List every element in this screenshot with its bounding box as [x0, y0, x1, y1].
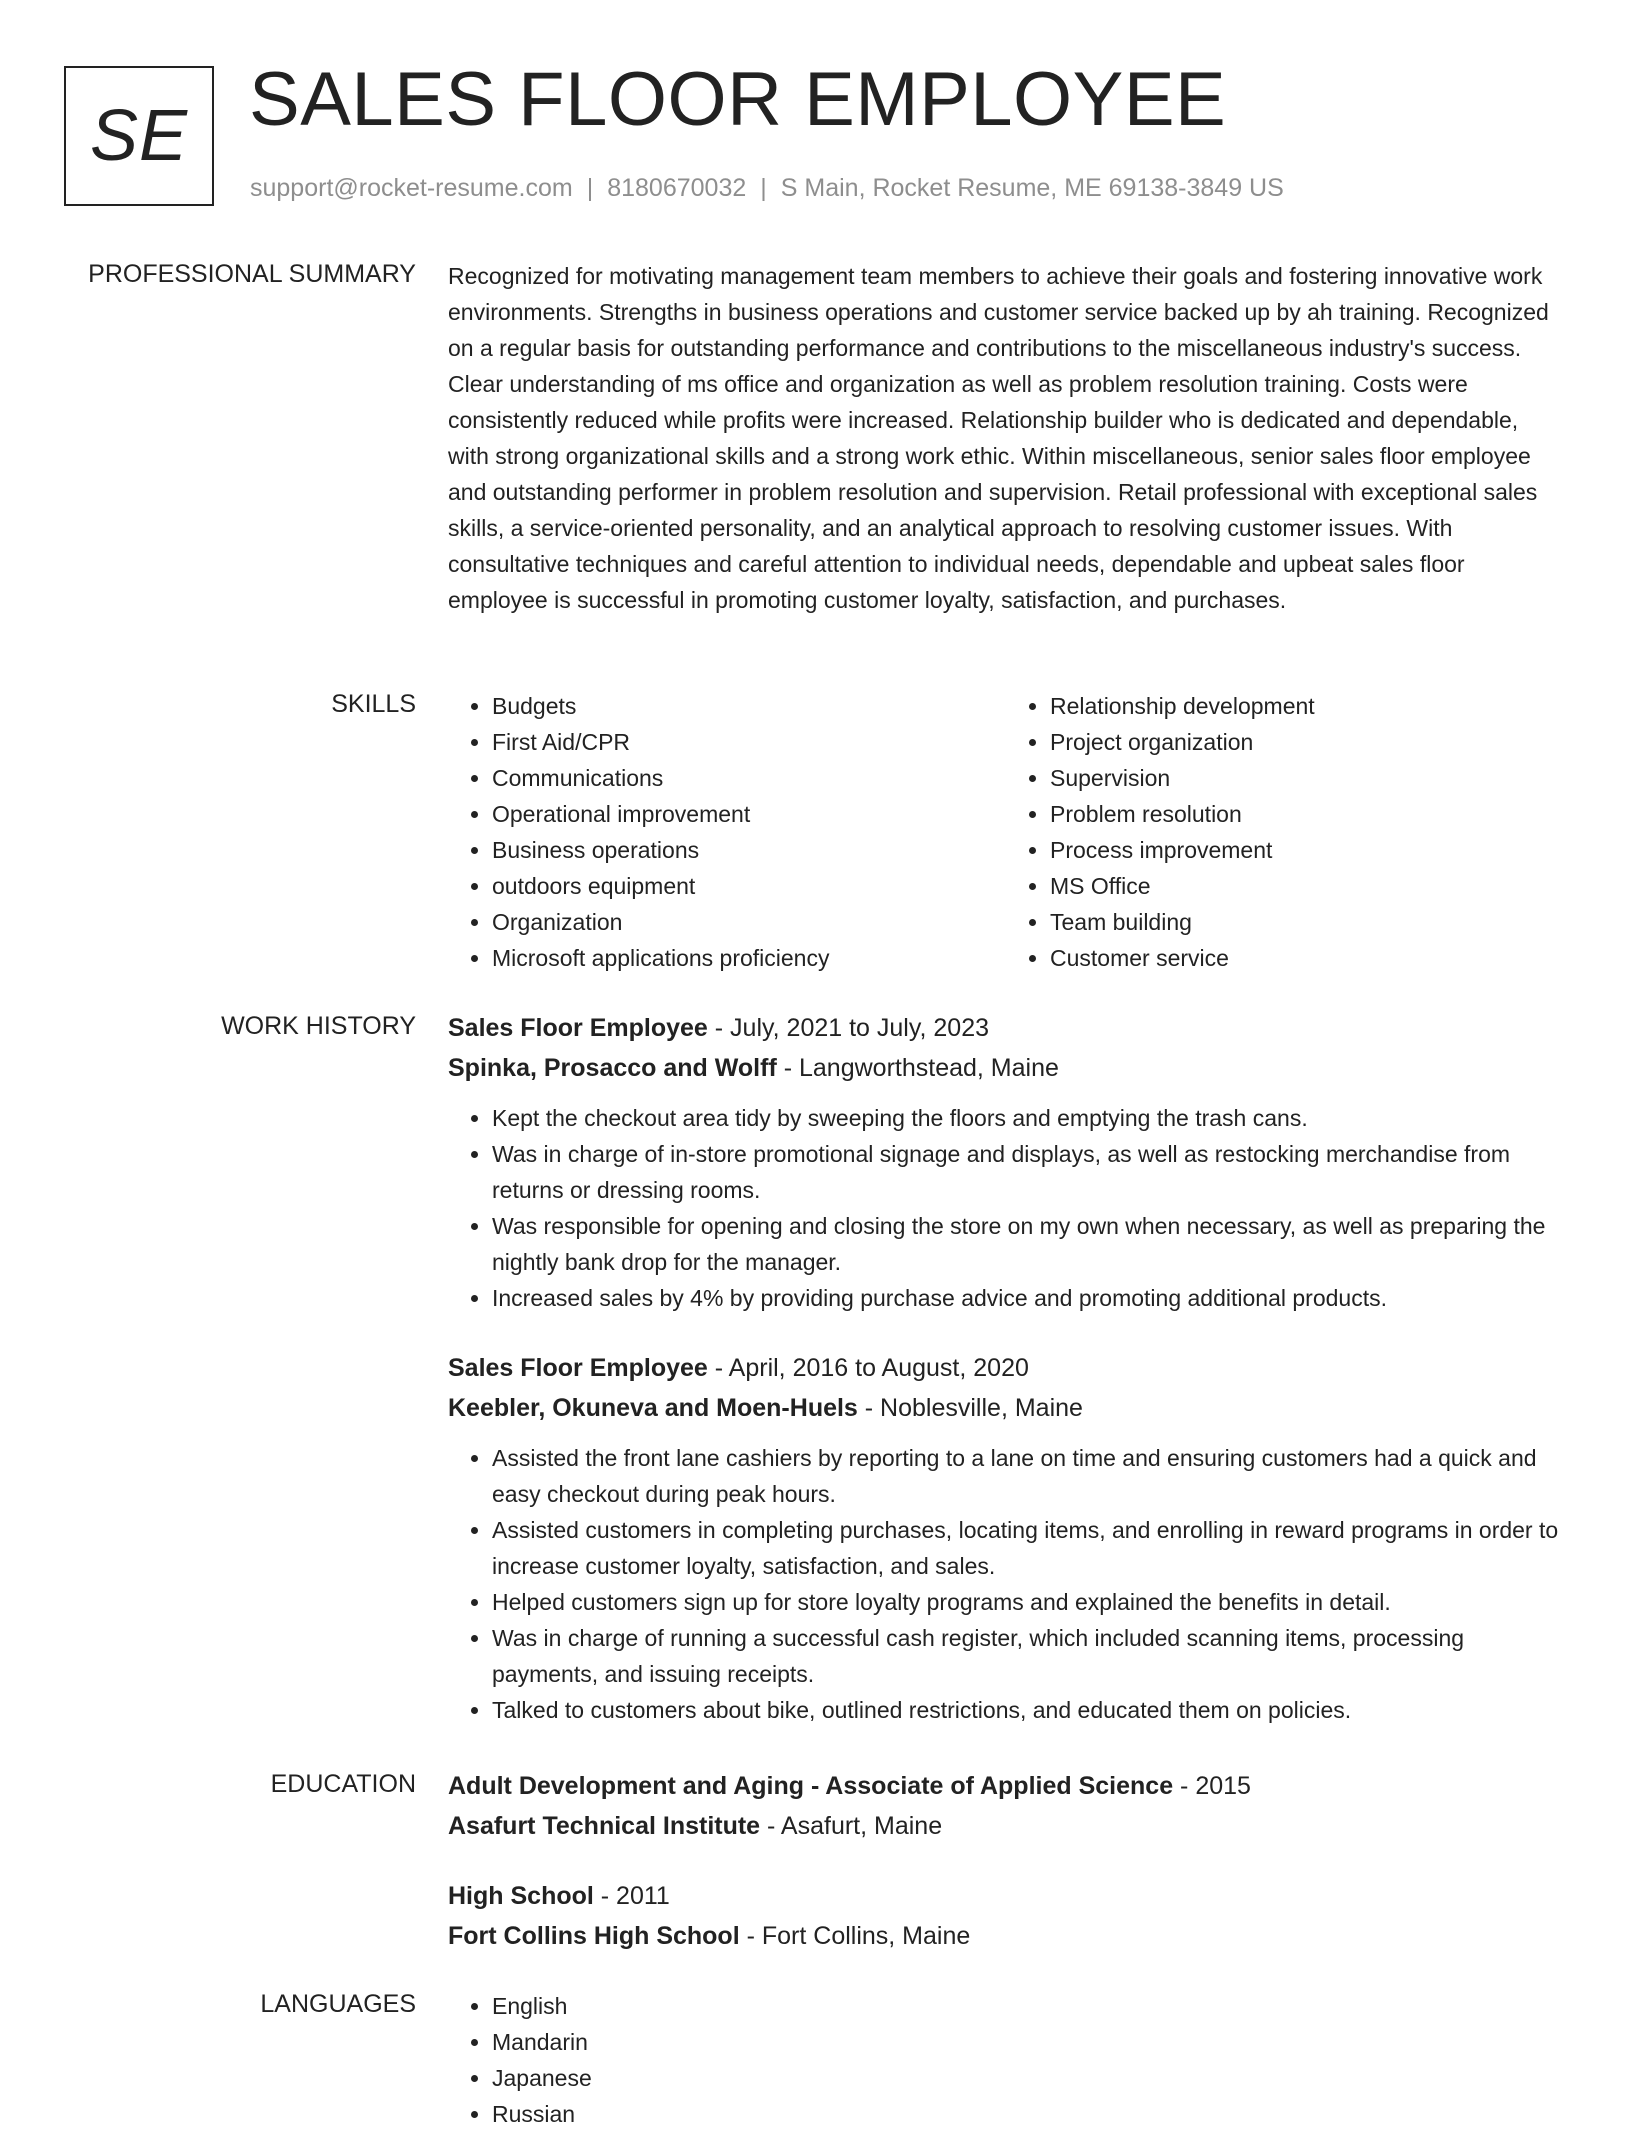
education-entry — [448, 1766, 1564, 1846]
skills-list-right — [1006, 688, 1564, 976]
job-location: - Langworthstead, Maine — [776, 1054, 1059, 1082]
skill-item: • Team building — [1050, 904, 1564, 940]
job-bullet: • Was in charge of in-store promotional signage and displays, as well as restocking merchandise from returns or dressing rooms. — [492, 1136, 1564, 1208]
job-bullet: • Was responsible for opening and closing the store on my own when necessary, as well as preparing the nightly bank drop for the manager. — [492, 1208, 1564, 1280]
education-location: - Fort Collins, Maine — [739, 1922, 971, 1950]
skill-item: • Communications — [492, 760, 1006, 796]
job-company: Keebler, Okuneva and Moen-Huels — [448, 1394, 858, 1422]
education-school: Asafurt Technical Institute — [448, 1812, 761, 1840]
job-bullets — [448, 1440, 1564, 1728]
job-entry — [448, 1008, 1564, 1316]
languages-list — [448, 1988, 1564, 2132]
education-year: - 2015 — [1173, 1772, 1251, 1800]
skill-item: • Business operations — [492, 832, 1006, 868]
job-bullet: • Was in charge of running a successful cash register, which included scanning items, processing payments, and issuing receipts. — [492, 1620, 1564, 1692]
job-entry — [448, 1348, 1564, 1728]
job-company-line — [448, 1388, 1564, 1428]
skill-item: • Relationship development — [1050, 688, 1564, 724]
education-school-line — [448, 1916, 1564, 1956]
skills-list-left — [448, 688, 1006, 976]
education-entry — [448, 1876, 1564, 1956]
summary-text: Recognized for motivating management team members to achieve their goals and fostering innovative work environments. Strengths in business operations and customer service backed up by ah training. Recognized on a regular basis for outstanding performance and contributions to the miscellaneous industry's success. Clear understanding of ms office and organization as well as problem resolution training. Costs were consistently reduced while profits were increased. Relationship builder who is dedicated and dependable, with strong organizational skills and a strong work ethic. Within miscellaneous, senior sales floor employee and outstanding performer in problem resolution and supervision. Retail professional with exceptional sales skills, a service-oriented personality, and an analytical approach to resolving customer issues. With consultative techniques and careful attention to individual needs, dependable and upbeat sales floor employee is successful in promoting customer loyalty, satisfaction, and purchases. — [448, 263, 1549, 613]
work-history-label: WORK HISTORY — [221, 1012, 416, 1040]
contact-separator: | — [760, 174, 767, 202]
skills-body — [448, 688, 1564, 976]
skill-item: • MS Office — [1050, 868, 1564, 904]
contact-email[interactable]: support@rocket-resume.com — [250, 174, 573, 202]
summary-label: PROFESSIONAL SUMMARY — [88, 260, 416, 288]
job-title: Sales Floor Employee — [448, 1014, 708, 1042]
education-degree-line — [448, 1876, 1564, 1916]
education-label: EDUCATION — [270, 1770, 416, 1798]
skill-item: • Project organization — [1050, 724, 1564, 760]
job-company-line — [448, 1048, 1564, 1088]
job-bullet: • Helped customers sign up for store loyalty programs and explained the benefits in detail. — [492, 1584, 1564, 1620]
education-degree: Adult Development and Aging - Associate of Applied Science — [448, 1772, 1174, 1800]
job-bullet: • Assisted the front lane cashiers by reporting to a lane on time and ensuring customers had a quick and easy checkout during peak hours. — [492, 1440, 1564, 1512]
language-item: • English — [492, 1988, 1564, 2024]
contact-address: S Main, Rocket Resume, ME 69138-3849 US — [780, 174, 1284, 202]
skill-item: • Process improvement — [1050, 832, 1564, 868]
job-title: Sales Floor Employee — [448, 1354, 708, 1382]
skill-item: • Budgets — [492, 688, 1006, 724]
resume-title: SALES FLOOR EMPLOYEE — [249, 57, 1227, 142]
skill-item: • outdoors equipment — [492, 868, 1006, 904]
skill-item: • Problem resolution — [1050, 796, 1564, 832]
languages-label: LANGUAGES — [260, 1990, 416, 2018]
monogram: SE — [64, 66, 214, 206]
languages-body — [448, 1988, 1564, 2132]
job-location: - Noblesville, Maine — [857, 1394, 1083, 1422]
contact-line — [250, 174, 1284, 203]
education-body — [448, 1766, 1564, 1956]
language-item: • Japanese — [492, 2060, 1564, 2096]
skill-item: • Organization — [492, 904, 1006, 940]
skills-label: SKILLS — [331, 690, 416, 718]
skill-item: • Customer service — [1050, 940, 1564, 976]
education-degree-line — [448, 1766, 1564, 1806]
education-school: Fort Collins High School — [448, 1922, 740, 1950]
education-year: - 2011 — [593, 1882, 670, 1910]
job-dates: - April, 2016 to August, 2020 — [707, 1354, 1029, 1382]
skill-item: • Operational improvement — [492, 796, 1006, 832]
language-item: • Russian — [492, 2096, 1564, 2132]
job-bullets — [448, 1100, 1564, 1316]
education-degree: High School — [448, 1882, 594, 1910]
education-location: - Asafurt, Maine — [760, 1812, 943, 1840]
job-bullet: • Talked to customers about bike, outlined restrictions, and educated them on policies. — [492, 1692, 1564, 1728]
job-dates: - July, 2021 to July, 2023 — [707, 1014, 990, 1042]
job-bullet: • Kept the checkout area tidy by sweeping the floors and emptying the trash cans. — [492, 1100, 1564, 1136]
skill-item: • Supervision — [1050, 760, 1564, 796]
job-company: Spinka, Prosacco and Wolff — [448, 1054, 777, 1082]
language-item: • Mandarin — [492, 2024, 1564, 2060]
job-bullet: • Assisted customers in completing purchases, locating items, and enrolling in reward programs in order to increase customer loyalty, satisfaction, and sales. — [492, 1512, 1564, 1584]
job-bullet: • Increased sales by 4% by providing purchase advice and promoting additional products. — [492, 1280, 1564, 1316]
skill-item: • Microsoft applications proficiency — [492, 940, 1006, 976]
job-title-line — [448, 1348, 1564, 1388]
contact-separator: | — [586, 174, 594, 202]
skill-item: • First Aid/CPR — [492, 724, 1006, 760]
work-history-body — [448, 1008, 1564, 1728]
education-school-line — [448, 1806, 1564, 1846]
contact-phone[interactable]: 8180670032 — [607, 174, 747, 202]
job-title-line — [448, 1008, 1564, 1048]
